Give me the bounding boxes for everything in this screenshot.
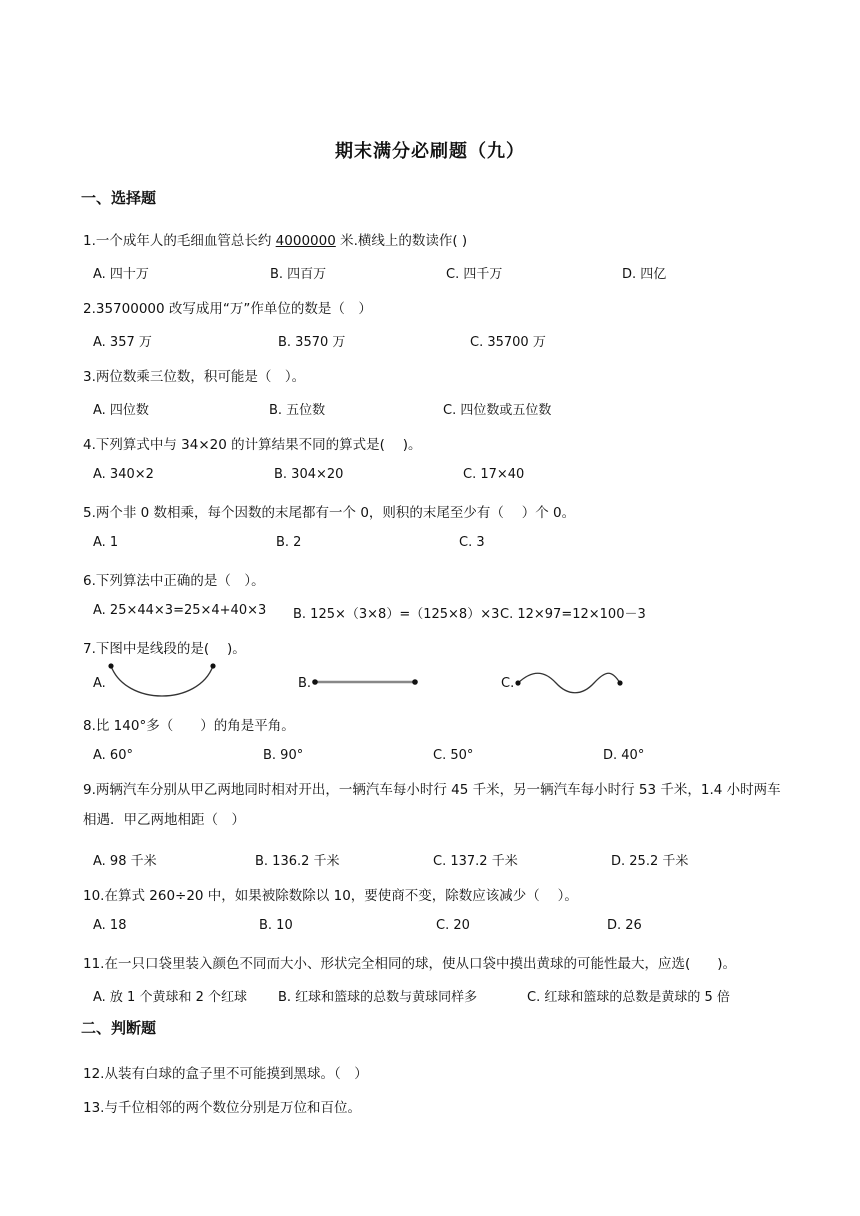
question-12: 12.从装有白球的盒子里不可能摸到黑球。（ ）: [83, 1066, 368, 1082]
section-heading-choice: 一、选择题: [81, 189, 157, 207]
option-c: C. 3: [459, 535, 485, 550]
option-d: D. 四亿: [622, 267, 667, 282]
option-a: A. 98 千米: [93, 854, 157, 869]
question-1: [83, 229, 467, 249]
option-b: B. 五位数: [269, 403, 326, 418]
option-b: B.: [298, 676, 312, 691]
question-8: 8.比 140°多（ ）的角是平角。: [83, 718, 295, 734]
question-text: 1.一个成年人的毛细血管总长约: [83, 233, 276, 249]
question-13: 13.与千位相邻的两个数位分别是万位和百位。: [83, 1100, 361, 1116]
question-text: 米.横线上的数读作( ): [335, 233, 468, 249]
option-c: C. 35700 万: [470, 335, 546, 350]
underlined-number: 4000000: [275, 233, 336, 249]
option-c: C. 137.2 千米: [433, 854, 518, 869]
arc-figure: [104, 660, 220, 704]
option-b: B. 90°: [263, 748, 304, 763]
option-a: A. 60°: [93, 748, 133, 763]
option-b: B. 四百万: [270, 267, 327, 282]
question-10: 10.在算式 260÷20 中，如果被除数除以 10，要使商不变，除数应该减少（ ）。: [83, 888, 578, 904]
option-a: A.: [93, 676, 106, 691]
option-b: B. 304×20: [274, 467, 344, 482]
option-c: C. 四千万: [446, 267, 503, 282]
option-c: C. 红球和篮球的总数是黄球的 5 倍: [527, 990, 730, 1005]
wavy-line-figure: [512, 670, 628, 696]
question-6: 6.下列算法中正确的是（ ）。: [83, 573, 265, 589]
section-heading-judge: 二、判断题: [81, 1019, 157, 1037]
page-title: 期末满分必刷题（九）: [335, 141, 525, 162]
option-c: C. 四位数或五位数: [443, 403, 552, 418]
option-a: A. 357 万: [93, 335, 152, 350]
option-c: C. 50°: [433, 748, 474, 763]
option-c: C. 17×40: [463, 467, 525, 482]
option-b: B. 136.2 千米: [255, 854, 340, 869]
option-c: C. 20: [436, 918, 470, 933]
option-a: A. 25×44×3=25×4+40×3: [93, 603, 267, 618]
question-5: 5.两个非 0 数相乘，每个因数的末尾都有一个 0，则积的末尾至少有（ ）个 0。: [83, 505, 576, 521]
option-a: A. 四十万: [93, 267, 149, 282]
option-d: D. 26: [607, 918, 642, 933]
option-d: D. 40°: [603, 748, 645, 763]
option-d: D. 25.2 千米: [611, 854, 689, 869]
option-a: A. 340×2: [93, 467, 154, 482]
line-segment-figure: [310, 676, 422, 688]
option-c: C. 12×97=12×100－3: [500, 607, 646, 622]
question-3: 3.两位数乘三位数，积可能是（ ）。: [83, 369, 306, 385]
question-9: 9.两辆汽车分别从甲乙两地同时相对开出，一辆汽车每小时行 45 千米，另一辆汽车每小时行 53 千米，1.4 小时两车相遇．甲乙两地相距（ ）: [83, 782, 781, 828]
option-b: B. 125×（3×8）=（125×8）×3: [293, 607, 500, 622]
question-11: 11.在一只口袋里装入颜色不同而大小、形状完全相同的球，使从口袋中摸出黄球的可能性最大，应选( )。: [83, 956, 737, 972]
question-4: 4.下列算式中与 34×20 的计算结果不同的算式是( )。: [83, 437, 422, 453]
option-b: B. 10: [259, 918, 293, 933]
option-b: B. 2: [276, 535, 302, 550]
question-7: 7.下图中是线段的是( )。: [83, 641, 246, 657]
option-c: C.: [501, 676, 515, 691]
option-a: A. 1: [93, 535, 119, 550]
option-b: B. 3570 万: [278, 335, 346, 350]
option-a: A. 放 1 个黄球和 2 个红球: [93, 990, 248, 1005]
option-b: B. 红球和篮球的总数与黄球同样多: [278, 990, 478, 1005]
question-2: 2.35700000 改写成用“万”作单位的数是（ ）: [83, 301, 372, 317]
option-a: A. 18: [93, 918, 127, 933]
option-a: A. 四位数: [93, 403, 149, 418]
